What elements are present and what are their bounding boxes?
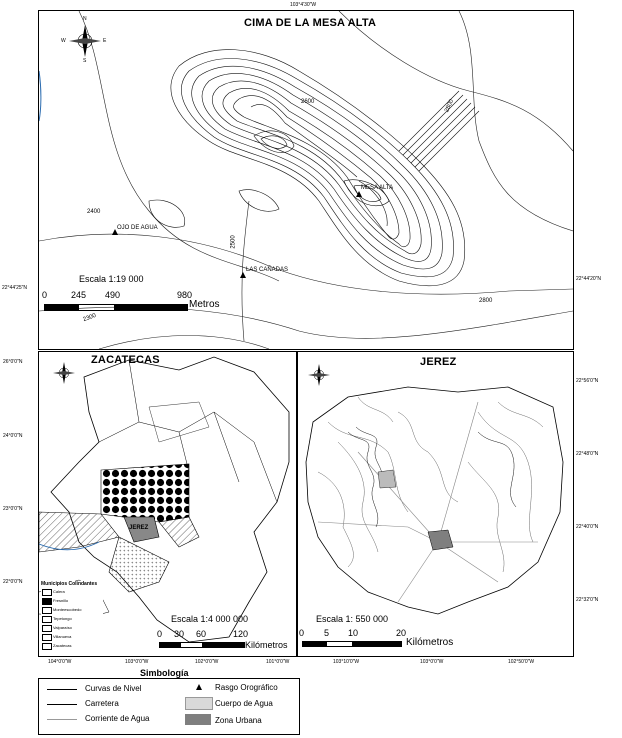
top-map-panel <box>38 10 574 350</box>
jerez-lon-0: 103°10'0"W <box>333 659 360 665</box>
zac-scale-tick-3: 120 <box>233 629 249 639</box>
jerez-scale-bar <box>302 641 402 647</box>
zacatecas-panel <box>38 351 297 657</box>
top-scale-tick-0: 0 <box>42 290 48 300</box>
zacatecas-title: ZACATECAS <box>91 354 160 366</box>
jerez-panel <box>297 351 574 657</box>
feature-mesa-alta: MESA ALTA <box>361 185 394 191</box>
legend-valparaiso: Valparaíso <box>53 625 72 630</box>
jerez-scale-tick-3: 20 <box>396 628 407 638</box>
top-scale-tick-1: 245 <box>71 290 87 300</box>
contour-label-2500: 2500 <box>230 235 237 249</box>
top-map-title: CIMA DE LA MESA ALTA <box>244 17 377 29</box>
legend-corriente-de-agua: Corriente de Agua <box>85 714 150 723</box>
jerez-scale-title: Escala 1: 550 000 <box>316 614 389 624</box>
zac-lat-0: 26°0'0"N <box>3 359 23 365</box>
contour-label-2400: 2400 <box>87 209 101 215</box>
jerez-lat-3: 22°32'0"N <box>576 597 599 603</box>
jerez-scale-tick-0: 0 <box>299 628 305 638</box>
contour-label-2800b: 2800 <box>479 298 493 304</box>
top-scale-title: Escala 1:19 000 <box>79 274 144 284</box>
jerez-lat-1: 22°48'0"N <box>576 451 599 457</box>
top-map-coord-right: 22°44'20"N <box>576 276 602 282</box>
jerez-lat-0: 22°56'0"N <box>576 378 599 384</box>
zac-scale-bar <box>159 642 245 648</box>
jerez-title: JEREZ <box>420 356 457 368</box>
legend-monteescobedo: Monteescobedo <box>53 607 82 612</box>
jerez-lat-2: 22°40'0"N <box>576 524 599 530</box>
zac-lat-3: 22°0'0"N <box>3 579 23 585</box>
jerez-scale-tick-1: 5 <box>324 628 330 638</box>
feature-las-canadas: LAS CAÑADAS <box>246 267 289 273</box>
zona-urbana-swatch <box>185 714 211 725</box>
legend-calera: Calera <box>53 589 65 594</box>
zac-lon-1: 103°0'0"W <box>125 659 149 665</box>
legend-villanueva: Villanueva <box>53 634 72 639</box>
simbologia-title: Simbología <box>140 668 189 678</box>
top-scale-unit: Metros <box>189 299 220 310</box>
jerez-lon-1: 103°0'0"W <box>420 659 444 665</box>
zac-scale-tick-0: 0 <box>157 629 163 639</box>
jerez-scale-unit: Kilómetros <box>406 637 454 648</box>
feature-ojo-de-agua: OJO DE AGUA <box>117 225 158 231</box>
top-scale-tick-3: 980 <box>177 290 193 300</box>
zacatecas-legend: Municipios Colindantes Calera Fresnillo Monteescobedo Tepetongo Valparaíso Villanueva Zacatecas <box>41 581 103 653</box>
jerez-highlight-label: JEREZ <box>129 525 149 531</box>
legend-zona-urbana: Zona Urbana <box>215 716 262 725</box>
zac-scale-tick-1: 30 <box>174 629 185 639</box>
rasgo-orografico-icon <box>196 684 202 690</box>
legend-rasgo-orografico: Rasgo Orográfico <box>215 683 278 692</box>
simbologia-box <box>38 678 300 735</box>
jerez-map <box>298 352 573 656</box>
top-map-coord-top: 103°4'30"W <box>290 2 317 8</box>
contour-label-2800: 2800 <box>444 98 456 114</box>
zac-lat-1: 24°0'0"N <box>3 433 23 439</box>
zac-scale-unit: Kilómetros <box>245 640 288 650</box>
zac-lon-3: 101°0'0"W <box>266 659 290 665</box>
contour-label-2300: 2300 <box>82 312 97 324</box>
compass-rose-top: N S W E <box>61 16 107 64</box>
legend-carretera: Carretera <box>85 699 119 708</box>
top-scale-tick-2: 490 <box>105 290 121 300</box>
jerez-lon-2: 102°50'0"W <box>508 659 535 665</box>
legend-cuerpo-de-agua: Cuerpo de Agua <box>215 699 273 708</box>
zacatecas-scale-title: Escala 1:4 000 000 <box>171 614 249 624</box>
cuerpo-de-agua-swatch <box>185 697 213 710</box>
legend-zacatecas: Zacatecas <box>53 643 72 648</box>
legend-curvas-de-nivel: Curvas de Nivel <box>85 684 142 693</box>
jerez-scale-tick-2: 10 <box>348 628 359 638</box>
zac-lon-2: 102°0'0"W <box>195 659 219 665</box>
compass-rose-zacatecas <box>51 360 77 386</box>
compass-rose-jerez <box>306 362 332 388</box>
zac-lat-2: 23°0'0"N <box>3 506 23 512</box>
top-map-coord-left: 22°44'25"N <box>2 285 28 291</box>
contour-label-2600: 2600 <box>301 99 315 105</box>
legend-fresnillo: Fresnillo <box>53 598 69 603</box>
zac-scale-tick-2: 60 <box>196 629 207 639</box>
legend-tepetongo: Tepetongo <box>53 616 72 621</box>
top-scale-bar <box>44 304 188 311</box>
zac-lon-0: 104°0'0"W <box>48 659 72 665</box>
